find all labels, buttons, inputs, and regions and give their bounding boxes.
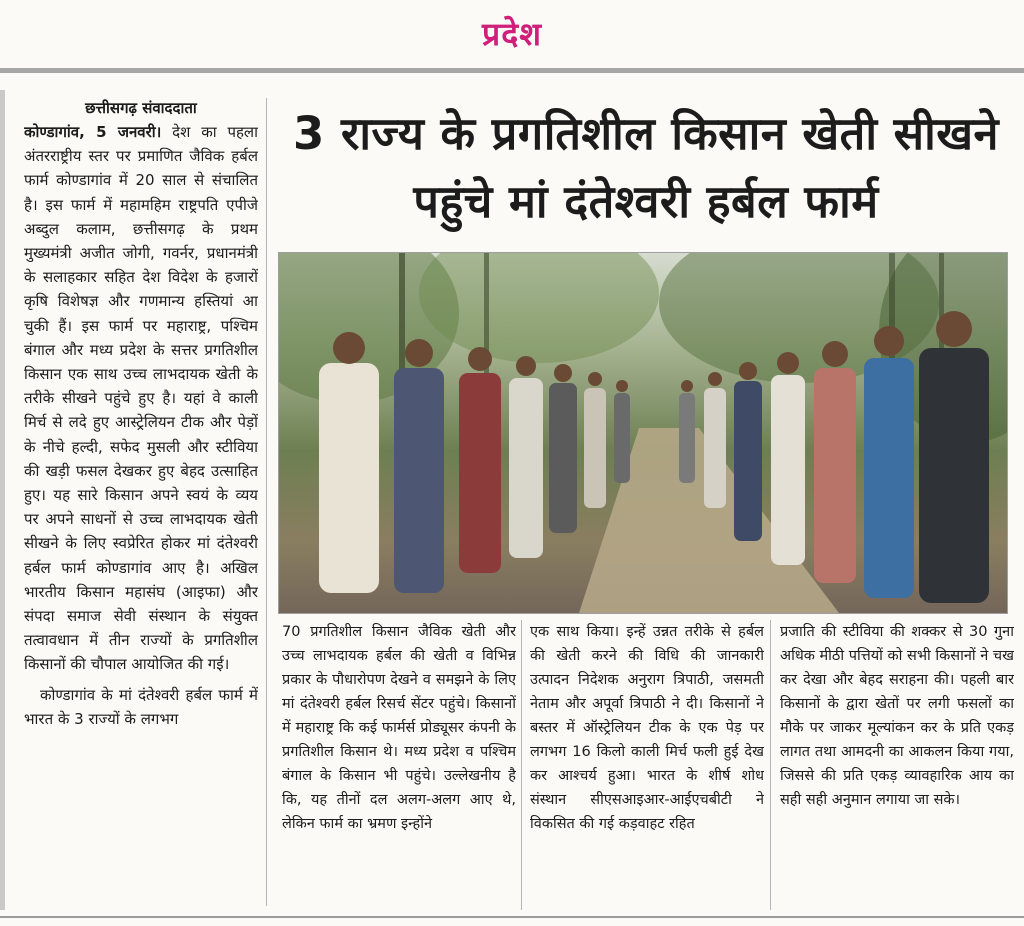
headline: 3 राज्य के प्रगतिशील किसान खेती सीखने पहुंचे मां दंतेश्वरी हर्बल फार्म <box>292 107 1000 228</box>
column-divider <box>266 98 267 906</box>
dateline: कोण्डागांव, 5 जनवरी। <box>24 123 162 141</box>
section-header <box>0 0 1024 72</box>
column-divider <box>521 620 522 910</box>
article-column-2 <box>282 620 516 910</box>
news-photo <box>278 252 1008 614</box>
second-paragraph: कोण्डागांव के मां दंतेश्वरी हर्बल फार्म में भारत के 3 राज्यों के लगभग <box>24 685 258 728</box>
lead-text: देश का पहला अंतरराष्ट्रीय स्तर पर प्रमाणित जैविक हर्बल फार्म कोण्डागांव में 20 साल से संचालित है। इस फार्म में महामहिम राष्ट्रपति एपीजे अब्दुल कलाम, छत्तीसगढ़ के प्रथम मुख्यमंत्री अजीत जोगी, गवर्नर, प्रधानमंत्री के सलाहकार सहित देश विदेश के हजारों कृषि विशेषज्ञ और गणमान्य हस्तियां आ चुकी हैं। इस फार्म पर महाराष्ट्र, पश्चिम बंगाल और मध्य प्रदेश के सत्तर प्रगतिशील किसान एक साथ उच्च लाभदायक खेती के तरीके सीखने पहुंचे हुए है। यहां वे काली मिर्च से लदे हुए आस्ट्रेलियन टीक और पेड़ों के नीचे हल्दी, सफेद मुसली और स्टीविया की खड़ी फसल देखकर हुए बेहद उत्साहित हुए। यह सारे किसान अपने स्वयं के व्यय पर अपने साधनों से उच्च लाभदायक खेती सीखने के लिए स्वप्रेरित होकर मां दंतेश्वरी हर्बल फार्म कोण्डागांव आए है। अखिल भारतीय किसान महासंघ (आइफा) और संपदा समाज सेवी संस्थान के संयुक्त तत्वावधान में तीन राज्यों के प्रगतिशील किसानों की चौपाल आयोजित की गई। <box>24 123 258 674</box>
column-3-text: एक साथ किया। इन्हें उन्नत तरीके से हर्बल की खेती करने की विधि की जानकारी उत्पादन निदेशक अनुराग त्रिपाठी, जसमती नेताम और अपूर्वा त्रिपाठी ने दी। किसानों ने बस्तर में ऑस्ट्रेलियन टीक के एक पेड़ पर लगभग 16 किलो काली मिर्च फली हुई देख कर आश्चर्य हुआ। भारत के शीर्ष शोध संस्थान सीएसआइआर-आईएचबीटी ने विकसित की गई कड़वाहट रहित <box>530 624 764 832</box>
byline: छत्तीसगढ़ संवाददाता <box>85 99 197 117</box>
bottom-rule <box>0 916 1024 918</box>
header-rule <box>0 68 1024 73</box>
column-divider <box>770 620 771 910</box>
article-column-4 <box>780 620 1014 910</box>
page-edge-bar <box>0 90 5 910</box>
article-column-left <box>24 98 258 904</box>
photo-illustration <box>279 253 1007 613</box>
section-label: प्रदेश <box>482 15 542 53</box>
article-column-3 <box>530 620 764 910</box>
column-2-text: 70 प्रगतिशील किसान जैविक खेती और उच्च लाभदायक हर्बल की खेती व विभिन्न प्रकार के पौधारोपण देखने व समझने के लिए मां दंतेश्वरी हर्बल रिसर्च सेंटर पहुंचे। किसानों में महाराष्ट्र कि कई फार्मर्स प्रोड्यूसर कंपनी के प्रगतिशील किसान थे। मध्य प्रदेश व पश्चिम बंगाल के किसान भी पहुंचे। उल्लेखनीय है कि, यह तीनों दल अलग-अलग आए थे, लेकिन फार्म का भ्रमण इन्होंने <box>282 624 516 832</box>
lead-paragraph <box>24 120 258 677</box>
column-4-text: प्रजाति की स्टीविया की शक्कर से 30 गुना अधिक मीठी पत्तियों को सभी किसानों ने चख कर देखा और बेहद सराहना की। पहली बार किसानों के द्वारा खेतों पर लगी फसलों का मौके पर जाकर मूल्यांकन कर के प्रति एकड़ लागत तथा आमदनी का आकलन किया गया, जिससे की प्रति एकड़ व्यावहारिक आय का सही सही अनुमान लगाया जा सके। <box>780 624 1014 808</box>
